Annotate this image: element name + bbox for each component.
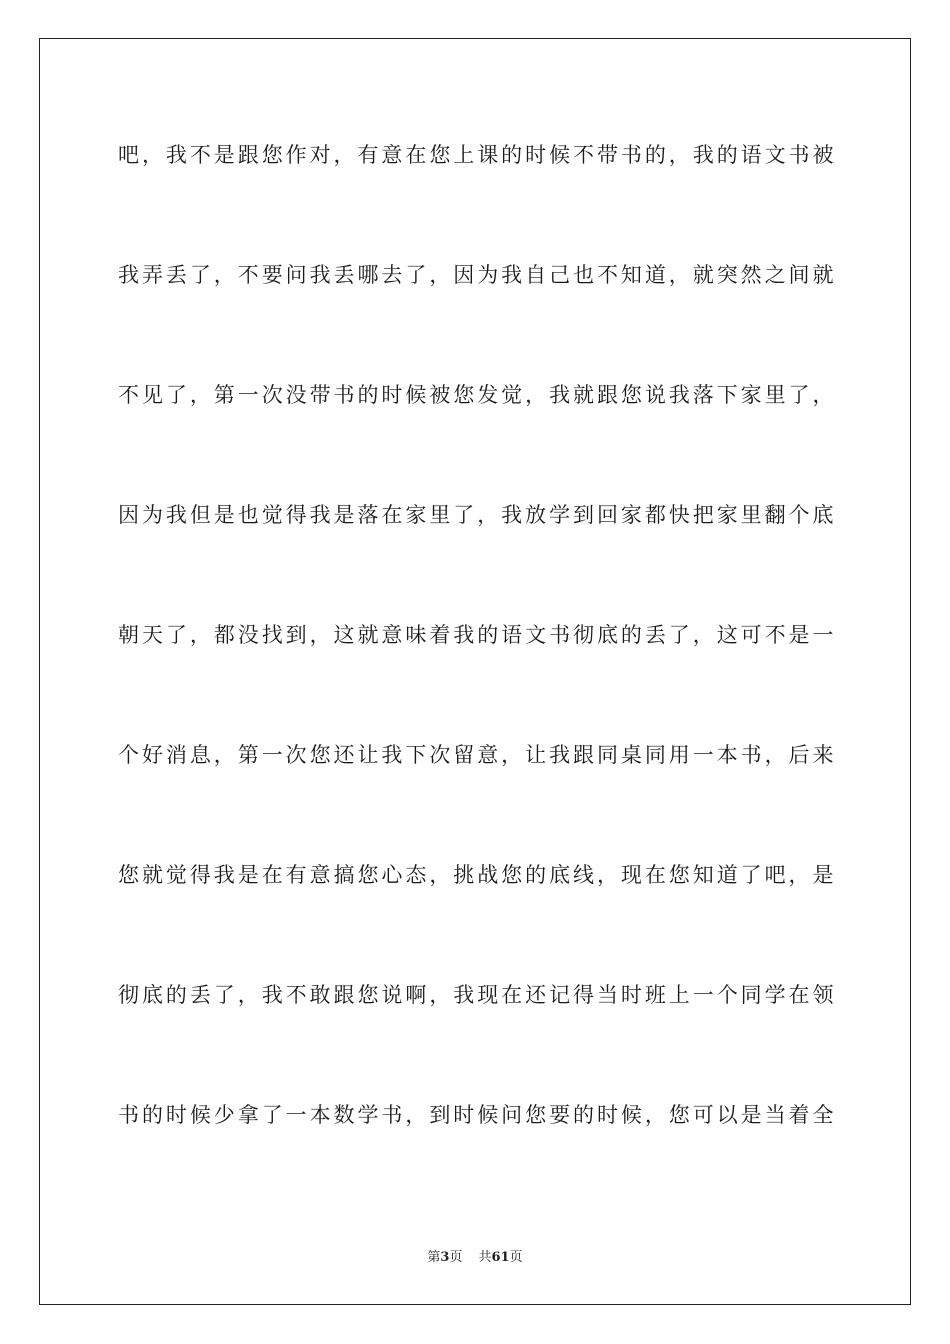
text-line: 朝天了，都没找到，这就意味着我的语文书彻底的丢了，这可不是一 [118,623,834,647]
text-line: 不见了，第一次没带书的时候被您发觉，我就跟您说我落下家里了， [118,383,834,407]
document-body [118,128,834,1208]
total-suffix: 页 [509,1250,523,1265]
page-indicator [427,1250,462,1265]
text-line: 彻底的丢了，我不敢跟您说啊，我现在还记得当时班上一个同学在领 [118,983,834,1007]
total-pages: 61 [491,1250,510,1265]
total-prefix: 共 [478,1250,492,1265]
text-line: 个好消息，第一次您还让我下次留意，让我跟同桌同用一本书，后来 [118,743,834,767]
text-line: 您就觉得我是在有意搞您心态，挑战您的底线，现在您知道了吧，是 [118,863,834,887]
text-line: 我弄丢了，不要问我丢哪去了，因为我自己也不知道，就突然之间就 [118,263,834,287]
text-line: 因为我但是也觉得我是落在家里了，我放学到回家都快把家里翻个底 [118,503,834,527]
page-prefix: 第 [427,1250,441,1265]
page-suffix: 页 [449,1250,463,1265]
total-pages-indicator [478,1250,522,1265]
text-line: 吧，我不是跟您作对，有意在您上课的时候不带书的，我的语文书被 [118,143,834,167]
page-footer [0,1246,950,1265]
page-number: 3 [440,1250,450,1265]
text-line: 书的时候少拿了一本数学书，到时候问您要的时候，您可以是当着全 [118,1103,834,1127]
